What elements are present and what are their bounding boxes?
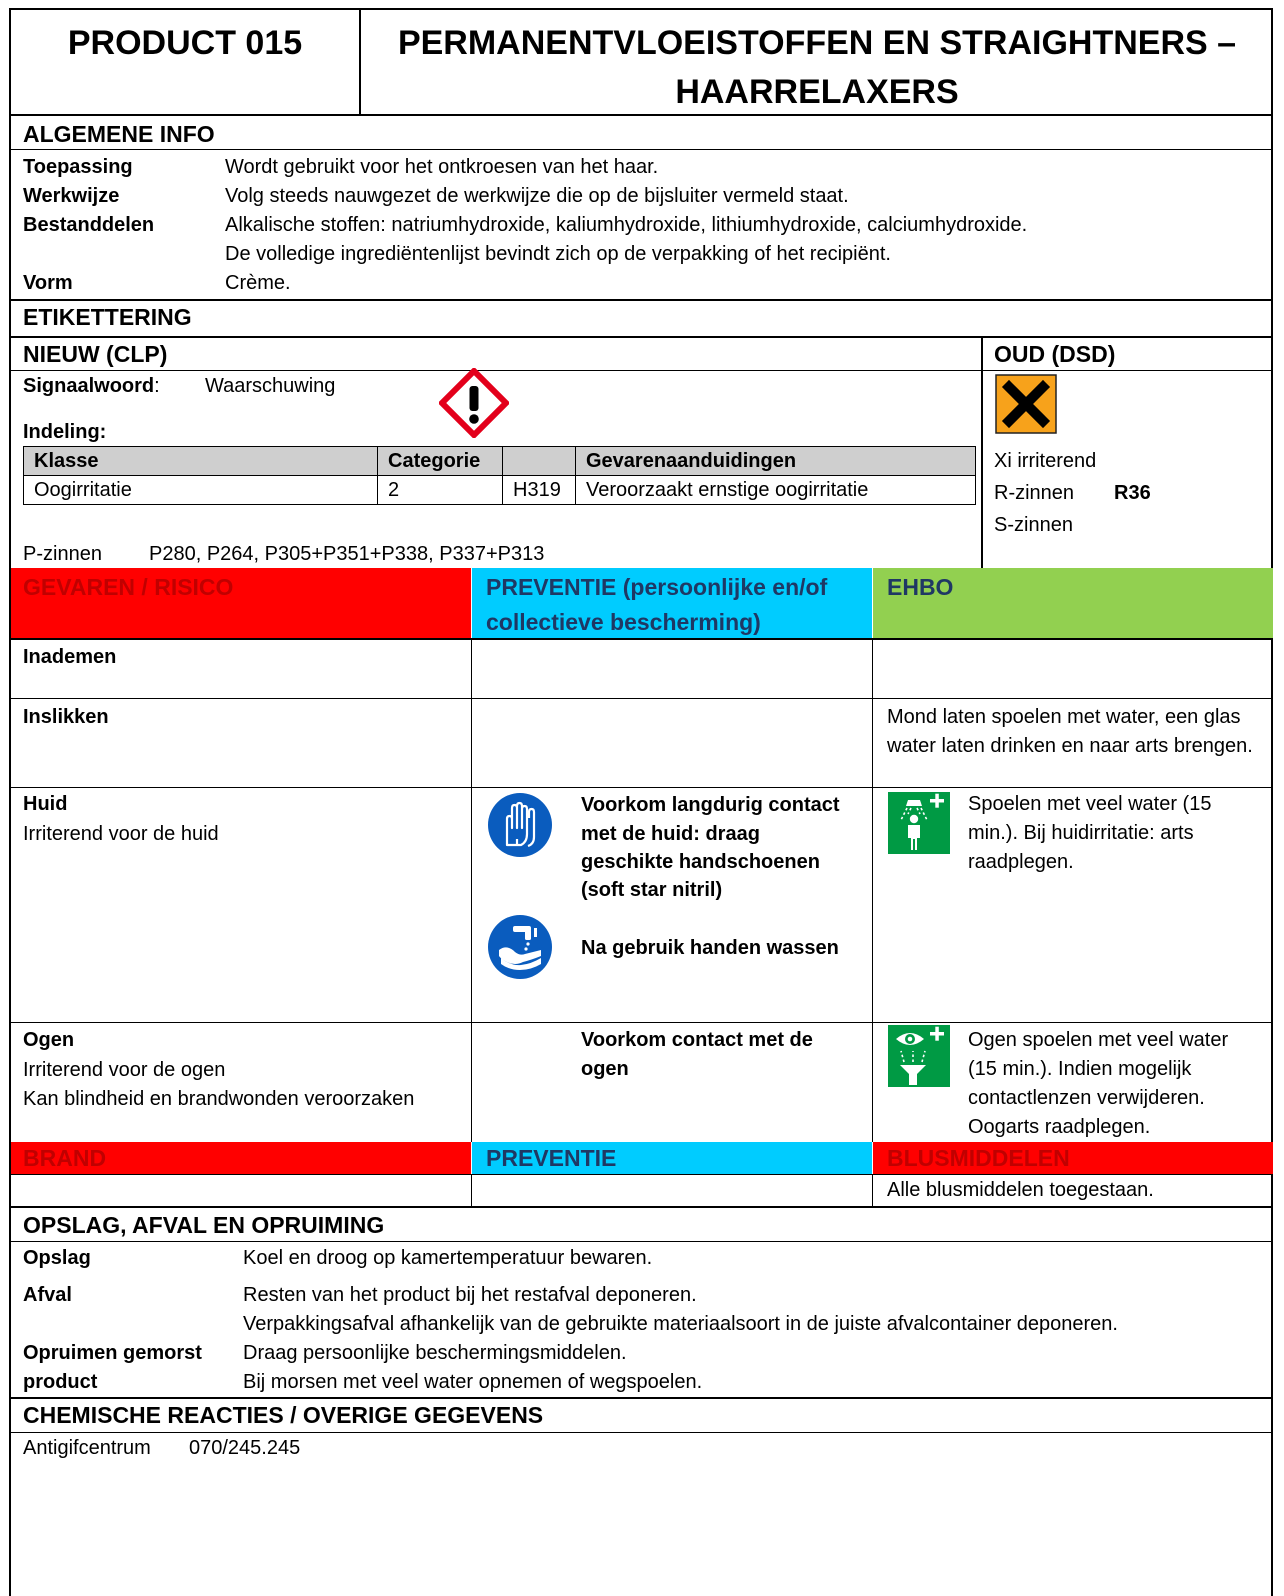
huid-prevention-line4: (soft star nitril) (581, 879, 723, 901)
huid-first-aid-line3: raadplegen. (968, 851, 1074, 873)
huid-prevention-line3: geschikte handschoenen (581, 851, 820, 873)
table-row (24, 476, 976, 505)
prevention-heading-line1: PREVENTIE (persoonlijke en/of (486, 574, 828, 600)
first-aid-heading: EHBO (887, 574, 954, 600)
divider (11, 336, 1273, 338)
gloves-icon (487, 792, 553, 858)
opruimen-label1: Opruimen gemorst (23, 1342, 202, 1364)
safety-sheet (9, 8, 1273, 1596)
section-heading-chemical: CHEMISCHE REACTIES / OVERIGE GEGEVENS (23, 1402, 544, 1428)
opslag-label: Opslag (23, 1247, 91, 1269)
opruimen-value2: Bij morsen met veel water opnemen of wegspoelen. (243, 1371, 703, 1393)
ogen-first-aid-line2: (15 min.). Indien mogelijk (968, 1058, 1192, 1080)
safety-shower-icon (888, 792, 950, 854)
fire-prevention-heading: PREVENTIE (486, 1145, 617, 1171)
divider (11, 1174, 1273, 1175)
exclamation-ghs-icon (439, 368, 509, 438)
p-phrases-value: P280, P264, P305+P351+P338, P337+P313 (149, 543, 545, 565)
divider (11, 370, 1273, 371)
huid-title: Huid (23, 793, 68, 815)
huid-prevention-line1: Voorkom langdurig contact (581, 794, 840, 816)
inslikken-first-aid: Mond laten spoelen met water, een glas water laten drinken en naar arts brengen. (887, 706, 1253, 757)
divider (11, 1022, 1273, 1023)
divider (11, 1432, 1273, 1433)
classification-label: Indeling: (23, 421, 107, 443)
divider (11, 1397, 1273, 1399)
ogen-title: Ogen (23, 1029, 75, 1051)
divider (471, 638, 472, 1142)
divider (11, 149, 1273, 150)
value-vorm: Crème. (225, 272, 291, 294)
afval-value2: Verpakkingsafval afhankelijk van de gebruikte materiaalsoort in de juiste afvalcontainer deponeren. (243, 1313, 1118, 1335)
value-werkwijze: Volg steeds nauwgezet de werkwijze die op de bijsluiter vermeld staat. (225, 185, 849, 207)
divider (981, 336, 983, 573)
huid-prevention-line2: met de huid: draag (581, 823, 760, 845)
divider (11, 698, 1273, 699)
divider (872, 1174, 873, 1206)
antigif-label: Antigifcentrum (23, 1437, 151, 1459)
label-werkwijze: Werkwijze (23, 185, 120, 207)
inademen-title: Inademen (23, 646, 117, 668)
section-heading-general: ALGEMENE INFO (23, 121, 215, 147)
signal-word-colon: : (154, 375, 160, 397)
signal-word-label: Signaalwoord (23, 375, 155, 397)
afval-label: Afval (23, 1284, 72, 1306)
antigif-value: 070/245.245 (189, 1437, 301, 1459)
divider (872, 638, 873, 1142)
section-heading-storage: OPSLAG, AFVAL EN OPRUIMING (23, 1212, 385, 1238)
product-title-line2: HAARRELAXERS (675, 73, 959, 111)
dsd-s-label: S-zinnen (994, 514, 1073, 536)
ogen-prevention-line2: ogen (581, 1058, 629, 1080)
col-code (503, 447, 576, 476)
section-heading-labelling: ETIKETTERING (23, 304, 192, 330)
product-code: PRODUCT 015 (67, 24, 303, 62)
huid-first-aid-line1: Spoelen met veel water (15 (968, 793, 1212, 815)
ogen-prevention-line1: Voorkom contact met de (581, 1029, 813, 1051)
extinguishing-value: Alle blusmiddelen toegestaan. (887, 1179, 1154, 1201)
dsd-xi-text: Xi irriterend (994, 450, 1097, 472)
label-toepassing: Toepassing (23, 156, 133, 178)
divider (11, 787, 1273, 788)
col-gevarenaanduidingen: Gevarenaanduidingen (576, 447, 976, 476)
huid-prevention-wash: Na gebruik handen wassen (581, 937, 839, 959)
table-header-row (24, 447, 976, 476)
value-toepassing: Wordt gebruikt voor het ontkroesen van het haar. (225, 156, 659, 178)
hazards-heading: GEVAREN / RISICO (23, 574, 234, 600)
inslikken-title: Inslikken (23, 706, 109, 728)
ogen-desc2: Kan blindheid en brandwonden veroorzaken (23, 1088, 415, 1110)
xi-irritant-icon (995, 374, 1057, 434)
signal-word-value: Waarschuwing (205, 375, 336, 397)
product-title-line1: PERMANENTVLOEISTOFFEN EN STRAIGHTNERS – (397, 24, 1237, 62)
hand-wash-icon (487, 914, 553, 980)
value-bestanddelen: Alkalische stoffen: natriumhydroxide, kaliumhydroxide, lithiumhydroxide, calciumhydroxide. (225, 214, 1028, 236)
cell-hazard-statement: Veroorzaakt ernstige oogirritatie (576, 476, 976, 505)
dsd-r-value: R36 (1114, 482, 1151, 504)
divider (11, 638, 1273, 640)
ogen-desc1: Irriterend voor de ogen (23, 1059, 226, 1081)
extinguishing-heading: BLUSMIDDELEN (887, 1145, 1070, 1171)
clp-heading: NIEUW (CLP) (23, 341, 168, 367)
dsd-heading: OUD (DSD) (994, 341, 1116, 367)
divider (11, 1206, 1273, 1208)
eye-wash-icon (888, 1025, 950, 1087)
value-ingredients-note: De volledige ingrediëntenlijst bevindt zich op de verpakking of het recipiënt. (225, 243, 891, 265)
opruimen-value1: Draag persoonlijke beschermingsmiddelen. (243, 1342, 627, 1364)
cell-code: H319 (503, 476, 576, 505)
dsd-r-label: R-zinnen (994, 482, 1075, 504)
classification-table (23, 446, 976, 505)
cell-klasse: Oogirritatie (24, 476, 378, 505)
divider (11, 114, 1273, 116)
divider (11, 299, 1273, 301)
ogen-first-aid-line3: contactlenzen verwijderen. (968, 1087, 1205, 1109)
opslag-value: Koel en droog op kamertemperatuur bewaren. (243, 1247, 653, 1269)
col-klasse: Klasse (24, 447, 378, 476)
afval-value1: Resten van het product bij het restafval deponeren. (243, 1284, 697, 1306)
fire-heading: BRAND (23, 1145, 107, 1171)
ogen-first-aid-line4: Oogarts raadplegen. (968, 1116, 1151, 1138)
ogen-first-aid-line1: Ogen spoelen met veel water (968, 1029, 1229, 1051)
opruimen-label2: product (23, 1371, 98, 1393)
prevention-heading-line2: collectieve bescherming) (486, 609, 761, 635)
signal-word-row (23, 372, 160, 400)
huid-desc: Irriterend voor de huid (23, 823, 219, 845)
label-bestanddelen: Bestanddelen (23, 214, 155, 236)
cell-categorie: 2 (378, 476, 503, 505)
divider (11, 1241, 1273, 1242)
col-categorie: Categorie (378, 447, 503, 476)
p-phrases-label: P-zinnen (23, 543, 102, 565)
divider (471, 1174, 472, 1206)
label-vorm: Vorm (23, 272, 73, 294)
huid-first-aid-line2: min.). Bij huidirritatie: arts (968, 822, 1194, 844)
